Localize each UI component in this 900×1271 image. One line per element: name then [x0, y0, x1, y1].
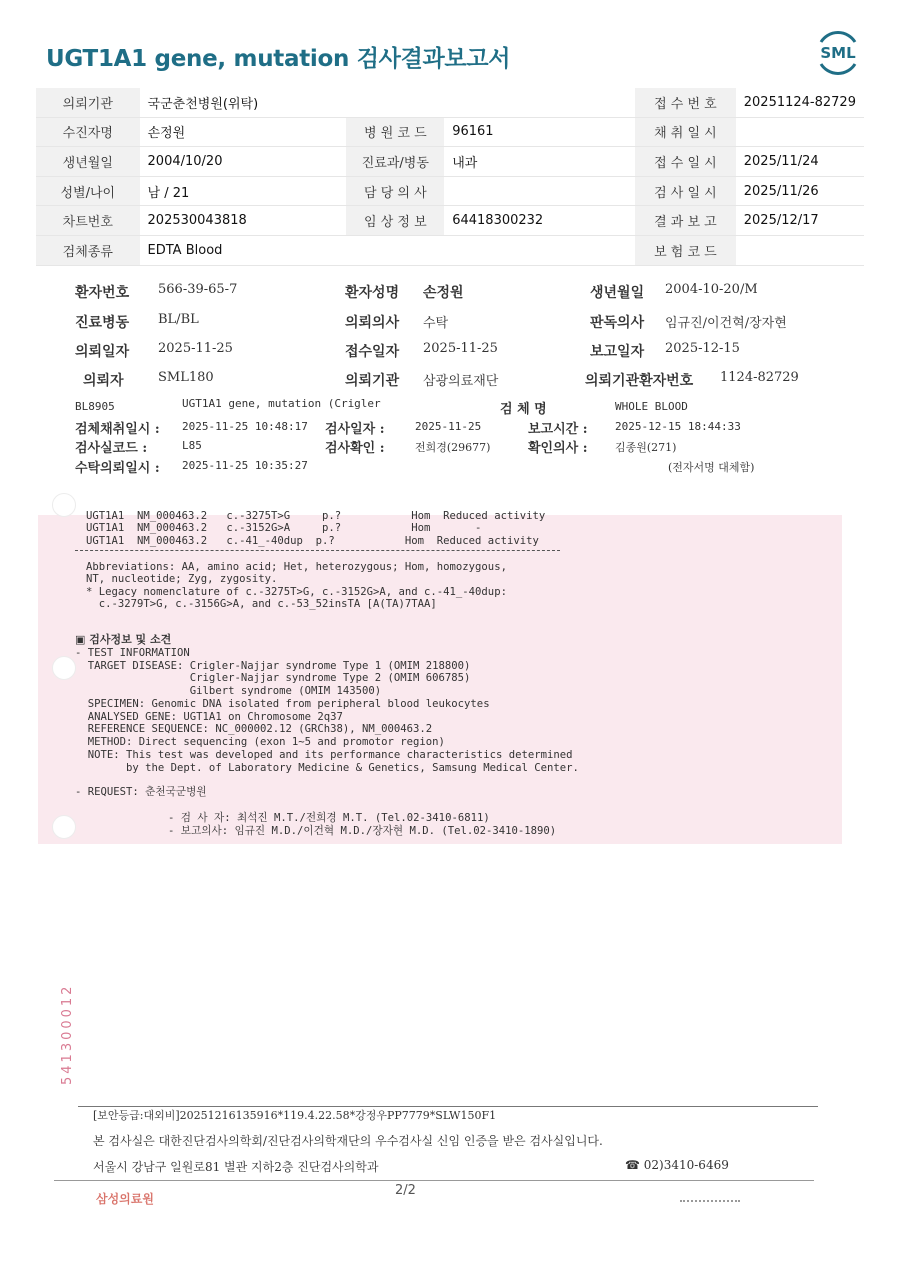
- value-ref-doctor: 수탁: [423, 316, 449, 331]
- info-line: TARGET DISEASE: Crigler-Najjar syndrome Type 1 (OMIM 218800): [75, 660, 471, 672]
- info-line: Crigler-Najjar syndrome Type 2 (OMIM 606785): [75, 672, 471, 684]
- punch-hole: [52, 815, 76, 839]
- punch-hole: [52, 493, 76, 517]
- label-lab-code: 검사실코드 :: [75, 441, 148, 456]
- esign-note: (전자서명 대체함): [668, 461, 755, 474]
- label-confirm: 검사확인 :: [325, 441, 385, 456]
- value-receipt-date: 2025-11-25: [423, 341, 498, 356]
- value-ward: BL/BL: [158, 312, 199, 327]
- info-label: 차트번호: [36, 206, 140, 236]
- info-value: [444, 176, 635, 206]
- value-birth: 2004-10-20/M: [665, 282, 758, 297]
- note-line: c.-3279T>G, c.-3156G>A, and c.-53_52insTA [A(TA)7TAA]: [86, 598, 437, 610]
- info-line: NOTE: This test was developed and its performance characteristics determined: [75, 749, 573, 761]
- value-report-date: 2025-12-15: [665, 341, 740, 356]
- value-patient-name: 손정원: [423, 285, 464, 301]
- security-line: [보안등급:대외비]20251216135916*119.4.22.58*강정우PP7779*SLW150F1: [93, 1109, 497, 1122]
- info-value: 96161: [444, 117, 635, 147]
- value-collect: 2025-11-25 10:48:17: [182, 420, 308, 433]
- info-line: by the Dept. of Laboratory Medicine & Genetics, Samsung Medical Center.: [75, 762, 579, 774]
- info-label: 진료과/병동: [346, 147, 444, 177]
- label-report-date: 보고일자: [590, 344, 645, 360]
- section-title: ▣ 검사정보 및 소견: [75, 633, 172, 646]
- footer-divider: [54, 1180, 814, 1181]
- sml-logo: [815, 30, 861, 76]
- value-specimen: WHOLE BLOOD: [615, 400, 688, 413]
- info-label: 생년월일: [36, 147, 140, 177]
- value-test-date: 2025-11-25: [415, 420, 482, 433]
- dashed-divider: [75, 550, 560, 551]
- label-ref-institution: 의뢰기관: [345, 373, 400, 389]
- result-row: UGT1A1 NM_000463.2 c.-3275T>G p.? Hom Reduced activity: [86, 510, 546, 522]
- info-label: 접 수 번 호: [635, 88, 736, 117]
- note-line: NT, nucleotide; Zyg, zygosity.: [86, 573, 278, 585]
- label-receipt-date: 접수일자: [345, 344, 400, 360]
- info-value: [736, 117, 864, 147]
- info-label: 접 수 일 시: [635, 147, 736, 177]
- info-row: [36, 235, 864, 265]
- page-number: 2/2: [395, 1183, 416, 1198]
- punch-hole: [52, 656, 76, 680]
- cert-line: 본 검사실은 대한진단검사의학회/진단검사의학재단의 우수검사실 신임 인증을 받은 검사실입니다.: [93, 1134, 603, 1148]
- info-value: [736, 235, 864, 265]
- label-birth: 생년월일: [590, 285, 645, 301]
- info-value: 남 / 21: [140, 176, 347, 206]
- test-name: UGT1A1 gene, mutation (Crigler: [182, 397, 381, 410]
- info-label: 검체종류: [36, 235, 140, 265]
- label-test-date: 검사일자 :: [325, 422, 385, 437]
- info-line: - TEST INFORMATION: [75, 647, 190, 659]
- label-request-date: 의뢰일자: [75, 344, 130, 360]
- request-line: - REQUEST: 춘천국군병원: [75, 786, 207, 798]
- info-label: 검 사 일 시: [635, 176, 736, 206]
- info-line: Gilbert syndrome (OMIM 143500): [75, 685, 382, 697]
- label-reading-doctor: 판독의사: [590, 315, 645, 331]
- staff-line: - 보고의사: 임규진 M.D./이건혁 M.D./장자현 M.D. (Tel.02-3410-1890): [168, 825, 557, 837]
- label-inst-patient-no: 의뢰기관환자번호: [585, 373, 694, 389]
- value-request-date: 2025-11-25: [158, 341, 233, 356]
- info-line: ANALYSED GENE: UGT1A1 on Chromosome 2q37: [75, 711, 343, 723]
- staff-line: - 검 사 자: 최석진 M.T./전희경 M.T. (Tel.02-3410-6811): [168, 812, 490, 824]
- label-report-time: 보고시간 :: [528, 422, 588, 437]
- info-label: 채 취 일 시: [635, 117, 736, 147]
- info-value: 내과: [444, 147, 635, 177]
- info-line: REFERENCE SEQUENCE: NC_000002.12 (GRCh38), NM_000463.2: [75, 723, 433, 735]
- info-label: 병 원 코 드: [346, 117, 444, 147]
- info-value: 64418300232: [444, 206, 635, 236]
- value-requester: SML180: [158, 370, 214, 385]
- info-label: 의뢰기관: [36, 88, 140, 117]
- info-value: [444, 88, 635, 117]
- info-value: 국군춘천병원(위탁): [140, 88, 347, 117]
- label-specimen: 검 체 명: [500, 402, 547, 417]
- patient-info-table: [36, 88, 864, 266]
- value-inst-patient-no: 1124-82729: [720, 370, 799, 385]
- result-row: UGT1A1 NM_000463.2 c.-3152G>A p.? Hom -: [86, 522, 482, 534]
- value-lab-code: L85: [182, 439, 202, 452]
- value-ref-institution: 삼광의료재단: [423, 374, 499, 389]
- svg-text:SML: SML: [820, 44, 856, 62]
- value-reading-doctor: 임규진/이건혁/장자현: [665, 316, 787, 331]
- info-label: 담 당 의 사: [346, 176, 444, 206]
- info-label: 보 험 코 드: [635, 235, 736, 265]
- info-line: METHOD: Direct sequencing (exon 1~5 and promotor region): [75, 736, 445, 748]
- label-collect: 검체채취일시 :: [75, 422, 160, 437]
- info-value: 202530043818: [140, 206, 347, 236]
- info-value: EDTA Blood: [140, 235, 347, 265]
- info-row: [36, 88, 864, 117]
- info-label: 성별/나이: [36, 176, 140, 206]
- hospital-name: 삼성의료원: [96, 1192, 154, 1206]
- info-row: [36, 147, 864, 177]
- info-label: 임 상 정 보: [346, 206, 444, 236]
- info-row: [36, 176, 864, 206]
- value-confirm: 전희경(29677): [415, 441, 491, 454]
- info-value: 2004/10/20: [140, 147, 347, 177]
- info-label: 결 과 보 고: [635, 206, 736, 236]
- note-line: * Legacy nomenclature of c.-3275T>G, c.-3152G>A, and c.-41_-40dup:: [86, 586, 507, 598]
- address-line: 서울시 강남구 일원로81 별관 지하2층 진단검사의학과: [93, 1160, 379, 1174]
- side-serial-number: 541300012: [60, 983, 75, 1085]
- label-confirm-doctor: 확인의사 :: [528, 441, 588, 456]
- value-report-time: 2025-12-15 18:44:33: [615, 420, 741, 433]
- label-patient-name: 환자성명: [345, 285, 400, 301]
- info-value: 2025/11/24: [736, 147, 864, 177]
- value-consign: 2025-11-25 10:35:27: [182, 459, 308, 472]
- label-ward: 진료병동: [75, 315, 130, 331]
- label-patient-no: 환자번호: [75, 285, 130, 301]
- label-requester: 의뢰자: [83, 373, 124, 389]
- info-line: SPECIMEN: Genomic DNA isolated from peripheral blood leukocytes: [75, 698, 490, 710]
- scan-specks: [680, 1200, 740, 1206]
- info-value: 2025/11/26: [736, 176, 864, 206]
- info-value: [444, 235, 635, 265]
- phone-line: ☎ 02)3410-6469: [625, 1158, 729, 1172]
- info-row: [36, 117, 864, 147]
- info-label: 수진자명: [36, 117, 140, 147]
- test-code: BL8905: [75, 400, 115, 413]
- result-row: UGT1A1 NM_000463.2 c.-41_-40dup p.? Hom Reduced activity: [86, 535, 539, 547]
- info-label: [346, 235, 444, 265]
- label-ref-doctor: 의뢰의사: [345, 315, 400, 331]
- report-title: UGT1A1 gene, mutation 검사결과보고서: [46, 46, 511, 72]
- note-line: Abbreviations: AA, amino acid; Het, heterozygous; Hom, homozygous,: [86, 561, 507, 573]
- info-value: 20251124-82729: [736, 88, 864, 117]
- info-value: 손정원: [140, 117, 347, 147]
- value-patient-no: 566-39-65-7: [158, 282, 238, 297]
- info-label: [346, 88, 444, 117]
- value-confirm-doctor: 김종원(271): [615, 441, 677, 454]
- info-row: [36, 206, 864, 236]
- info-value: 2025/12/17: [736, 206, 864, 236]
- label-consign: 수탁의뢰일시 :: [75, 461, 160, 476]
